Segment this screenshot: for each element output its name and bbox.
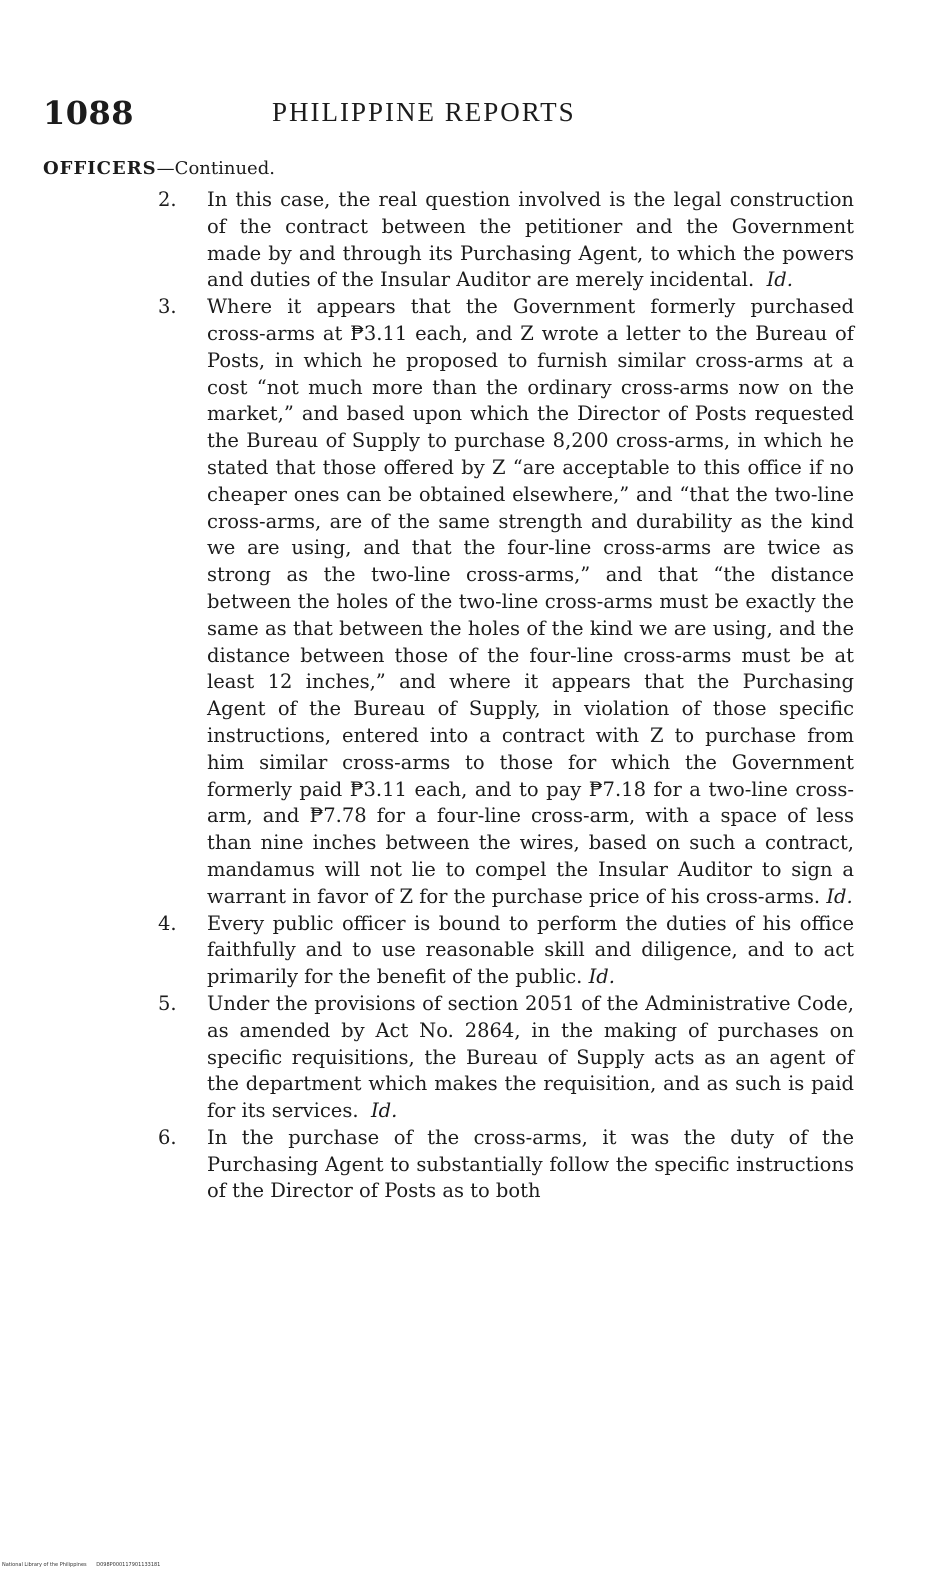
- section-heading-title: OFFICERS: [43, 158, 157, 179]
- entry-text: Under the provisions of section 2051 of the Administrative Code, as amended by Act No. 2864, in the making of purchases on specific requisitions, the Bureau of Supply acts as an agent of the department which makes the requisition, and as such is paid for its services.: [207, 991, 854, 1123]
- entry-citation: Id.: [766, 268, 793, 292]
- entry-number: 6.: [158, 1125, 177, 1149]
- footer-source: National Library of the Philippines: [2, 1562, 87, 1568]
- section-heading: [43, 158, 275, 179]
- headnote-entry-4: [150, 911, 854, 991]
- entry-number: 5.: [158, 991, 177, 1015]
- entry-text: In this case, the real question involved is the legal construction of the contract between the petitioner and the Government made by and through its Purchasing Agent, to which the powers and duties of the Insular Auditor are merely incidental.: [207, 188, 854, 292]
- page-number: 1088: [43, 94, 135, 132]
- running-head: PHILIPPINE REPORTS: [272, 97, 576, 127]
- headnote-entry-6: [150, 1125, 854, 1205]
- scan-footer: [2, 1562, 168, 1568]
- entry-number: 3.: [158, 295, 177, 319]
- entry-text: In the purchase of the cross-arms, it was the duty of the Purchasing Agent to substantially follow the specific instructions of the Director of Posts as to both: [207, 1125, 854, 1203]
- entry-citation: Id.: [370, 1099, 398, 1123]
- entry-number: 4.: [158, 911, 177, 935]
- entry-citation: Id.: [826, 884, 853, 908]
- entry-citation: Id.: [588, 965, 615, 989]
- entry-text: Where it appears that the Government formerly purchased cross-arms at ₱3.11 each, and Z wrote a letter to the Bureau of Posts, in which he proposed to furnish similar cross-arms at a cost “not much more than the ordinary cross-arms now on the market,” and based upon which the Director of Posts requested the Bureau of Supply to purchase 8,200 cross-arms, in which he stated that those offered by Z “are acceptable to this office if no cheaper ones can be obtained elsewhere,” and “that the two-line cross-arms, are of the same strength and durability as the kind we are using, and that the four-line cross-arms are twice as strong as the two-line cross-arms,” and that “the distance between the holes of the two-line cross-arms must be exactly the same as that between the holes of the kind we are using, and the distance between those of the four-line cross-arms must be at least 12 inches,” and where it appears that the Purchasing Agent of the Bureau of Supply, in violation of those specific instructions, entered into a contract with Z to purchase from him similar cross-arms to those for which the Government formerly paid ₱3.11 each, and to pay ₱7.18 for a two-line cross-arm, and ₱7.78 for a four-line cross-arm, with a space of less than nine inches between the wires, based on such a contract, mandamus will not lie to compel the Insular Auditor to sign a warrant in favor of Z for the purchase price of his cross-arms.: [207, 295, 854, 908]
- headnote-entry-5: [150, 991, 854, 1125]
- entry-text: Every public officer is bound to perform the duties of his office faithfully and to use reasonable skill and diligence, and to act primarily for the benefit of the public.: [207, 911, 854, 989]
- section-heading-continued: —Continued.: [156, 158, 275, 179]
- headnote-entries: [150, 187, 854, 1205]
- entry-number: 2.: [158, 188, 177, 211]
- headnote-entry-3: [150, 294, 854, 910]
- headnote-entry-2: [150, 187, 854, 294]
- footer-code: D098P000117901133181: [96, 1562, 161, 1568]
